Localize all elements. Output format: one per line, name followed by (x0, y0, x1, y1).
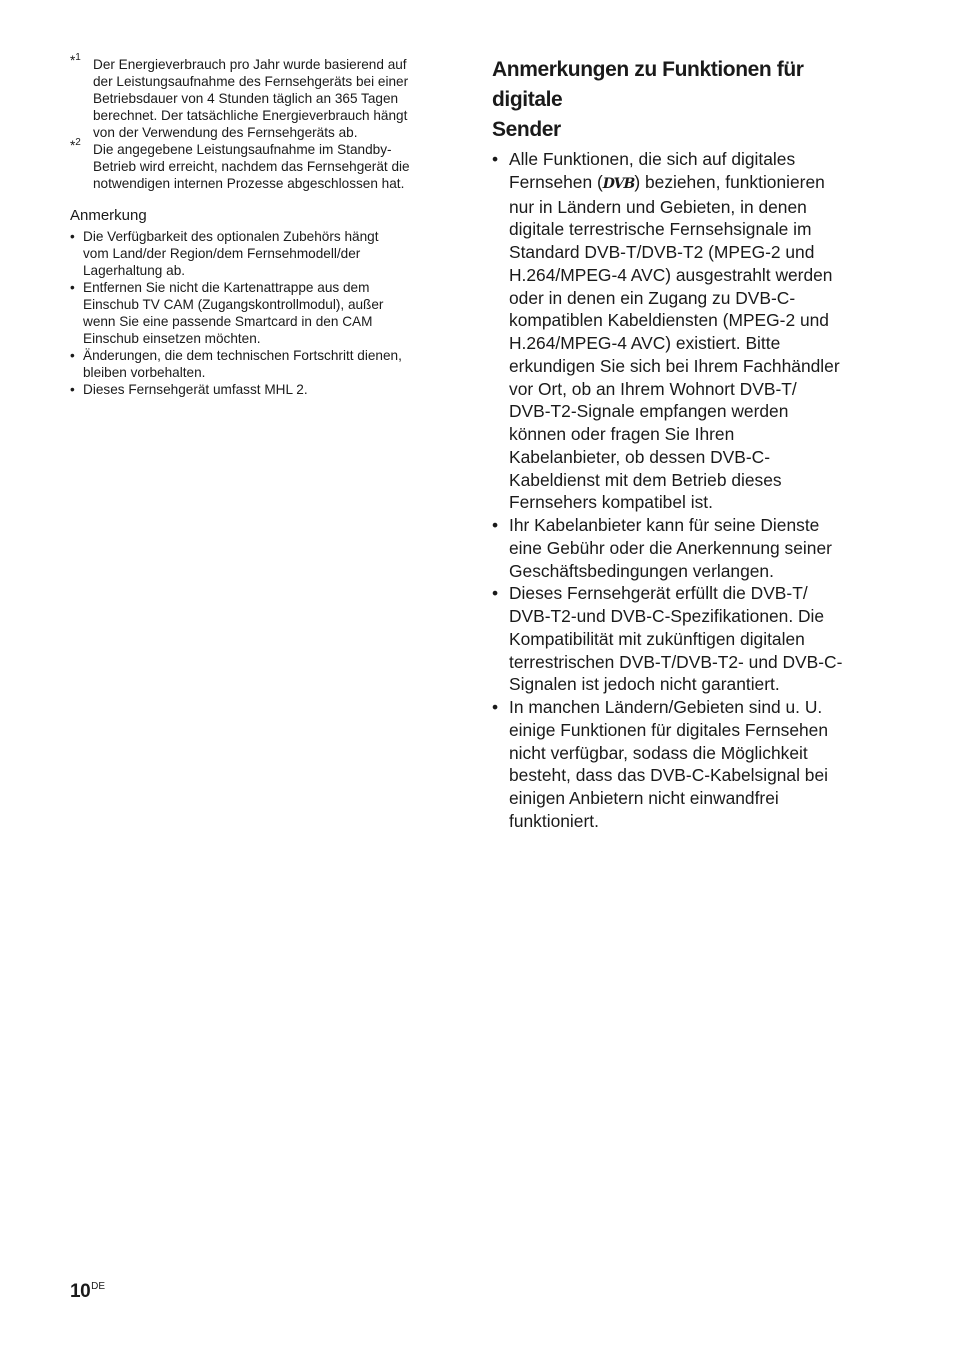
note-item (70, 347, 448, 381)
right-column (492, 55, 872, 833)
list-item (492, 696, 872, 833)
item-line: besteht, dass das DVB-C-Kabelsignal bei (509, 765, 829, 786)
note-line: bleiben vorbehalten. (83, 365, 206, 380)
footnote-line: berechnet. Der tatsächliche Energieverbrauch hängt (93, 108, 408, 123)
footnote-marker: *$^1$ (70, 52, 81, 68)
page-number-value: 10 (70, 1281, 91, 1302)
note-item (70, 228, 448, 279)
note-list (70, 228, 448, 398)
item-line: ) beziehen, funktionieren (634, 171, 825, 192)
item-line: Geschäftsbedingungen verlangen. (509, 560, 774, 581)
item-line: einige Funktionen für digitales Fernsehen (509, 719, 829, 740)
page-number (70, 1281, 105, 1303)
item-line: nur in Ländern und Gebieten, in denen (509, 196, 807, 217)
note-line: Einschub TV CAM (Zugangskontrollmodul), außer (83, 297, 384, 312)
page-language-code: DE (91, 1281, 106, 1292)
note-line: Entfernen Sie nicht die Kartenattrappe aus dem (83, 280, 370, 295)
footnote-2 (70, 137, 448, 192)
left-column (70, 52, 448, 398)
list-item (492, 514, 872, 582)
item-line: H.264/MPEG-4 AVC) ausgestrahlt werden (509, 264, 833, 285)
item-line: Fernsehers kompatibel ist. (509, 492, 713, 513)
item-line: Dieses Fernsehgerät erfüllt die DVB-T/ (509, 583, 808, 604)
item-line: oder in denen ein Zugang zu DVB-C- (509, 287, 796, 308)
item-line: DVB-T2-Signale empfangen werden (509, 401, 789, 422)
item-line: DVB-T2-und DVB-C-Spezifikationen. Die (509, 606, 825, 626)
section-heading-line: Sender (492, 118, 561, 141)
footnote-1 (70, 52, 448, 141)
footnote-line: Die angegebene Leistungsaufnahme im Standby- (93, 142, 392, 157)
note-item (70, 279, 448, 347)
item-line: nicht verfügbar, sodass die Möglichkeit (509, 742, 808, 763)
item-line: erkundigen Sie sich bei Ihrem Fachhändler (509, 355, 840, 376)
item-line: einigen Anbietern nicht einwandfrei (509, 788, 779, 808)
item-line: H.264/MPEG-4 AVC) existiert. Bitte (509, 333, 781, 353)
item-line: Signalen ist jedoch nicht garantiert. (509, 674, 780, 695)
note-line: wenn Sie eine passende Smartcard in den CAM (83, 314, 373, 329)
note-line: vom Land/der Region/dem Fernsehmodell/der (83, 246, 361, 261)
note-line: Lagerhaltung ab. (83, 263, 186, 278)
footnote-line: Betriebsdauer von 4 Stunden täglich an 365 Tagen (93, 91, 399, 106)
section-heading-line: Anmerkungen zu Funktionen für digitale (492, 58, 804, 111)
dvb-logo-icon: DVB (602, 175, 635, 192)
note-heading: Anmerkung (70, 207, 147, 224)
footnote-line: Der Energieverbrauch pro Jahr wurde basierend auf (93, 57, 407, 72)
item-line: Ihr Kabelanbieter kann für seine Dienste (509, 515, 820, 535)
footnote-line: Betrieb wird erreicht, nachdem das Fernsehgerät die (93, 159, 410, 174)
item-line: Kabeldienst mit dem Betrieb dieses (509, 469, 782, 490)
footnote-line: notwendigen internen Prozesse abgeschlossen hat. (93, 176, 405, 191)
item-line: können oder fragen Sie Ihren (509, 424, 735, 444)
footnote-line: von der Verwendung des Fernsehgeräts ab. (93, 125, 358, 140)
list-item (492, 148, 872, 514)
item-line: Kompatibilität mit zukünftigen digitalen (509, 628, 805, 649)
footnote-line: der Leistungsaufnahme des Fernsehgeräts bei einer (93, 74, 409, 89)
item-line: eine Gebühr oder die Anerkennung seiner (509, 537, 832, 558)
section-heading (492, 55, 872, 145)
item-line: Fernsehen ( (509, 171, 603, 192)
note-line: Änderungen, die dem technischen Fortschritt dienen, (83, 348, 402, 363)
item-line: digitale terrestrische Fernsehsignale im (509, 219, 812, 240)
list-item (492, 582, 872, 696)
note-line: Einschub einsetzen möchten. (83, 331, 261, 346)
note-line: Die Verfügbarkeit des optionalen Zubehörs hängt (83, 229, 379, 244)
item-line: Kabelanbieter, ob dessen DVB-C- (509, 446, 771, 467)
note-item (70, 381, 448, 398)
footnote-marker: *$^2$ (70, 137, 81, 153)
item-line: vor Ort, ob an Ihrem Wohnort DVB-T/ (509, 378, 797, 399)
item-line: terrestrischen DVB-T/DVB-T2- und DVB-C- (509, 651, 843, 672)
item-line: In manchen Ländern/Gebieten sind u. U. (509, 697, 823, 717)
item-line: Standard DVB-T/DVB-T2 (MPEG-2 und (509, 242, 815, 262)
note-line: Dieses Fernsehgerät umfasst MHL 2. (83, 382, 308, 397)
item-line: kompatiblen Kabeldiensten (MPEG-2 und (509, 310, 829, 331)
item-line: Alle Funktionen, die sich auf digitales (509, 149, 796, 169)
digital-functions-list (492, 148, 872, 833)
item-line: funktioniert. (509, 810, 599, 831)
